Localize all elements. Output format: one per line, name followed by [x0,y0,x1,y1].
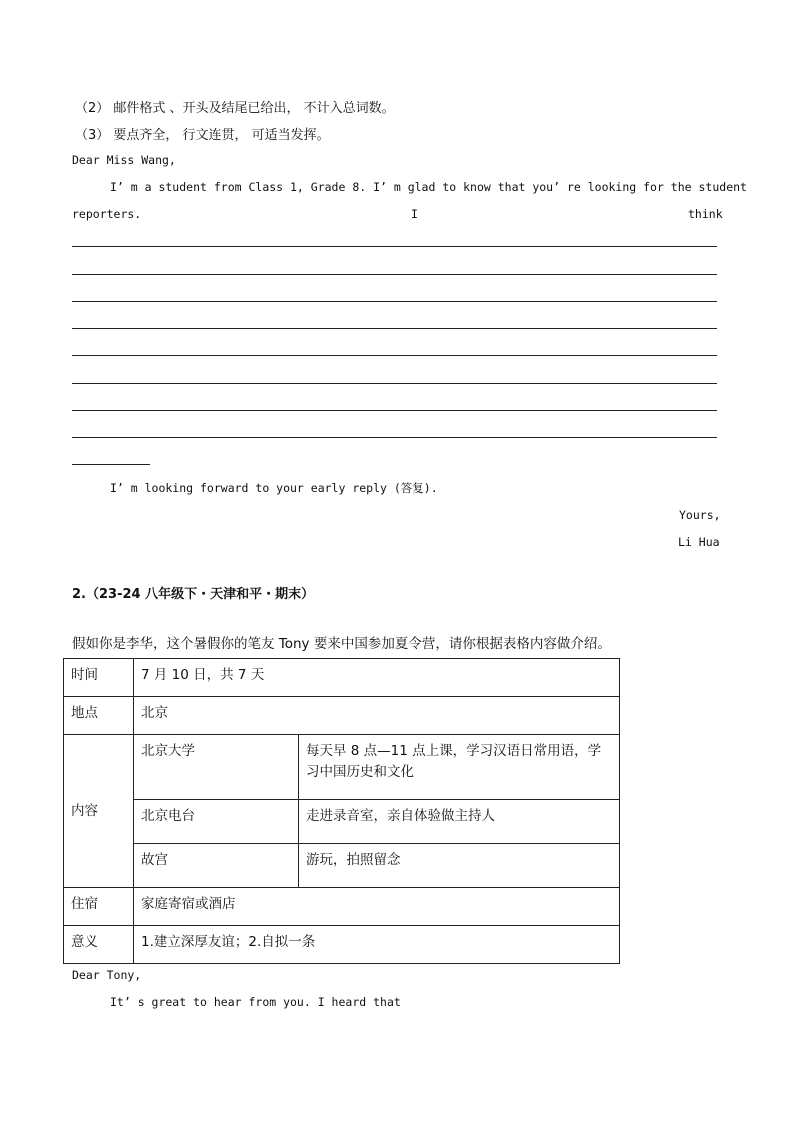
stay-value: 家庭寄宿或酒店 [134,888,620,926]
camp-info-table [63,658,620,964]
place-value: 北京 [134,697,620,735]
letter1-closing: I’ m looking forward to your early reply (答复). [110,481,438,495]
note-coherence: （3） 要点齐全， 行文连贯， 可适当发挥。 [75,128,330,143]
writing-line-short[interactable] [72,464,150,465]
writing-line[interactable] [72,410,717,411]
letter2-opening: It’ s great to hear from you. I heard that [110,995,401,1009]
content-activity: 走进录音室，亲自体验做主持人 [299,800,620,844]
letter1-signoff: Yours, [679,508,721,522]
meaning-label: 意义 [64,926,134,964]
table-row-content [64,735,620,800]
writing-line[interactable] [72,437,717,438]
letter2-salutation: Dear Tony, [72,968,142,982]
writing-line[interactable] [72,355,717,356]
meaning-value: 1.建立深厚友谊；2.自拟一条 [134,926,620,964]
table-row-content [64,800,620,844]
writing-line[interactable] [72,274,717,275]
content-activity: 每天早 8 点—11 点上课，学习汉语日常用语，学习中国历史和文化 [299,735,620,800]
table-row-time [64,659,620,697]
time-label: 时间 [64,659,134,697]
content-place: 故宫 [134,844,299,888]
writing-line[interactable] [72,246,717,247]
letter1-opening-line1: I’ m a student from Class 1, Grade 8. I’ m glad to know that you’ re looking for the student [110,180,747,194]
writing-line[interactable] [72,301,717,302]
question-prompt: 假如你是李华，这个暑假你的笔友 Tony 要来中国参加夏令营，请你根据表格内容做介绍。 [72,636,611,652]
letter1-salutation: Dear Miss Wang, [72,153,176,167]
table-row-meaning [64,926,620,964]
table-row-place [64,697,620,735]
content-place: 北京大学 [134,735,299,800]
table-row-stay [64,888,620,926]
letter1-signature: Li Hua [678,535,720,549]
table-row-content [64,844,620,888]
note-format: （2） 邮件格式 、开头及结尾已给出， 不计入总词数。 [75,101,395,116]
content-place: 北京电台 [134,800,299,844]
content-activity: 游玩，拍照留念 [299,844,620,888]
letter1-opening-word-reporters: reporters. [72,207,142,221]
writing-line[interactable] [72,383,717,384]
stay-label: 住宿 [64,888,134,926]
content-label: 内容 [64,735,134,888]
time-value: 7 月 10 日，共 7 天 [134,659,620,697]
letter1-opening-word-think: think [688,207,723,221]
writing-line[interactable] [72,328,717,329]
letter1-opening-word-i: I [411,207,418,221]
place-label: 地点 [64,697,134,735]
question-heading: 2.（23-24 八年级下・天津和平・期末） [72,587,315,602]
